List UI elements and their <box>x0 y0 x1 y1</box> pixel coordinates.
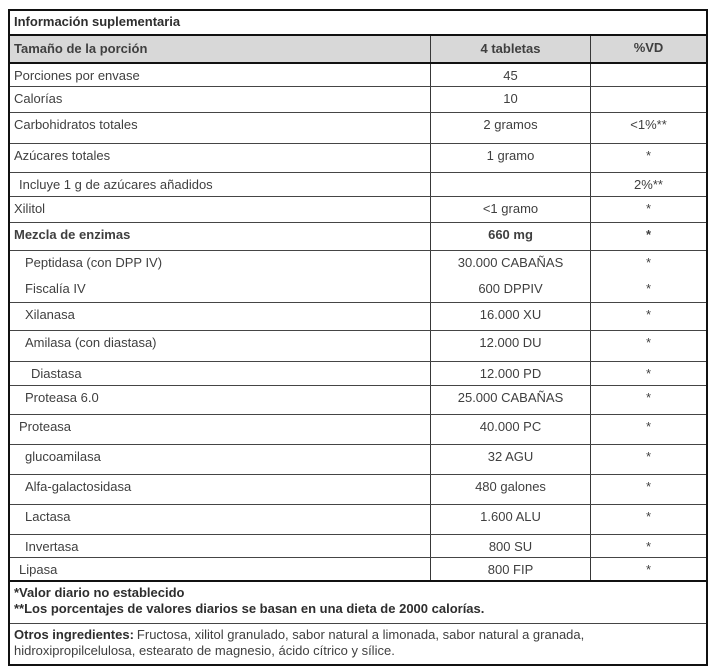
row-label: Incluye 1 g de azúcares añadidos <box>10 173 431 196</box>
row-amount: 600 DPPIV <box>431 277 591 302</box>
supplement-facts-table <box>8 9 708 666</box>
table-row <box>10 277 706 303</box>
table-row <box>10 197 706 223</box>
row-label: Invertasa <box>10 535 431 557</box>
row-dv: * <box>645 335 652 351</box>
row-dv: * <box>645 307 652 323</box>
row-dv: * <box>645 389 652 405</box>
table-row <box>10 558 706 580</box>
row-label: Proteasa 6.0 <box>10 386 431 414</box>
table-row <box>10 173 706 197</box>
row-dv: * <box>645 508 652 524</box>
row-label: Lipasa <box>10 558 431 580</box>
row-label: Azúcares totales <box>10 144 431 172</box>
row-label: Peptidasa (con DPP IV) <box>10 251 431 277</box>
row-amount: 16.000 XU <box>431 303 591 330</box>
row-label: glucoamilasa <box>10 445 431 474</box>
row-label: Alfa-galactosidasa <box>10 475 431 504</box>
table-row <box>10 113 706 144</box>
row-dv: * <box>645 561 652 577</box>
row-dv: * <box>645 366 652 382</box>
row-dv: * <box>645 281 652 297</box>
row-label: Carbohidratos totales <box>10 113 431 143</box>
row-amount: 10 <box>431 87 591 112</box>
header-daily-value: %VD <box>633 40 664 55</box>
row-amount: 40.000 PC <box>431 415 591 444</box>
table-row <box>10 386 706 415</box>
row-amount: 2 gramos <box>431 113 591 143</box>
table-title-row <box>10 11 706 36</box>
row-amount: 660 mg <box>431 223 591 250</box>
table-row <box>10 251 706 277</box>
row-label: Diastasa <box>10 362 431 384</box>
other-ingredients-label: Otros ingredientes: <box>14 627 134 642</box>
row-dv <box>591 64 706 86</box>
table-row-enzyme-blend <box>10 223 706 251</box>
row-amount: 45 <box>431 64 591 86</box>
row-dv: * <box>645 148 652 164</box>
row-amount: 1.600 ALU <box>431 505 591 534</box>
row-label: Amilasa (con diastasa) <box>10 331 431 361</box>
table-row <box>10 535 706 558</box>
row-label: Xilanasa <box>10 303 431 330</box>
row-amount: 12.000 DU <box>431 331 591 361</box>
footnote-percent-basis: **Los porcentajes de valores diarios se basan en una dieta de 2000 calorías. <box>14 601 485 617</box>
row-amount: 30.000 CABAÑAS <box>431 251 591 277</box>
row-label: Calorías <box>10 87 431 112</box>
other-ingredients-section <box>10 624 706 664</box>
row-dv: * <box>645 255 652 271</box>
row-label: Fiscalía IV <box>10 277 431 302</box>
row-label: Lactasa <box>10 505 431 534</box>
row-dv: * <box>645 478 652 494</box>
header-amount: 4 tabletas <box>431 36 591 62</box>
row-dv: * <box>645 448 652 464</box>
row-amount: 480 galones <box>431 475 591 504</box>
table-row <box>10 64 706 87</box>
table-row <box>10 362 706 385</box>
table-title: Información suplementaria <box>14 14 181 30</box>
row-label: Proteasa <box>10 415 431 444</box>
row-amount: 800 SU <box>431 535 591 557</box>
header-serving-size: Tamaño de la porción <box>10 36 431 62</box>
row-dv: 2%** <box>634 177 663 193</box>
table-row <box>10 415 706 445</box>
row-dv: <1%** <box>630 117 667 133</box>
table-row <box>10 144 706 173</box>
footnote-daily-value: *Valor diario no establecido <box>14 585 185 600</box>
row-dv <box>591 87 706 112</box>
row-label: Xilitol <box>10 197 431 222</box>
row-amount: 1 gramo <box>431 144 591 172</box>
row-amount: <1 gramo <box>431 197 591 222</box>
table-row <box>10 331 706 362</box>
row-dv: * <box>645 227 652 243</box>
table-row <box>10 87 706 113</box>
row-amount <box>431 173 591 196</box>
table-row <box>10 303 706 331</box>
footnotes-section <box>10 580 706 624</box>
row-amount: 12.000 PD <box>431 362 591 384</box>
row-label: Porciones por envase <box>10 64 431 86</box>
row-label: Mezcla de enzimas <box>10 223 431 250</box>
row-dv: * <box>645 418 652 434</box>
table-row <box>10 445 706 475</box>
table-row <box>10 475 706 505</box>
row-amount: 25.000 CABAÑAS <box>431 386 591 414</box>
row-dv: * <box>645 201 652 217</box>
table-row <box>10 505 706 535</box>
row-amount: 32 AGU <box>431 445 591 474</box>
row-dv: * <box>645 538 652 554</box>
table-header-row <box>10 36 706 64</box>
other-ingredients-text: Fructosa, xilitol granulado, sabor natural a limonada, sabor natural a granada, hidroxipropilcelulosa, estearato de magnesio, ácido cítrico y sílice. <box>14 627 585 659</box>
row-amount: 800 FIP <box>431 558 591 580</box>
